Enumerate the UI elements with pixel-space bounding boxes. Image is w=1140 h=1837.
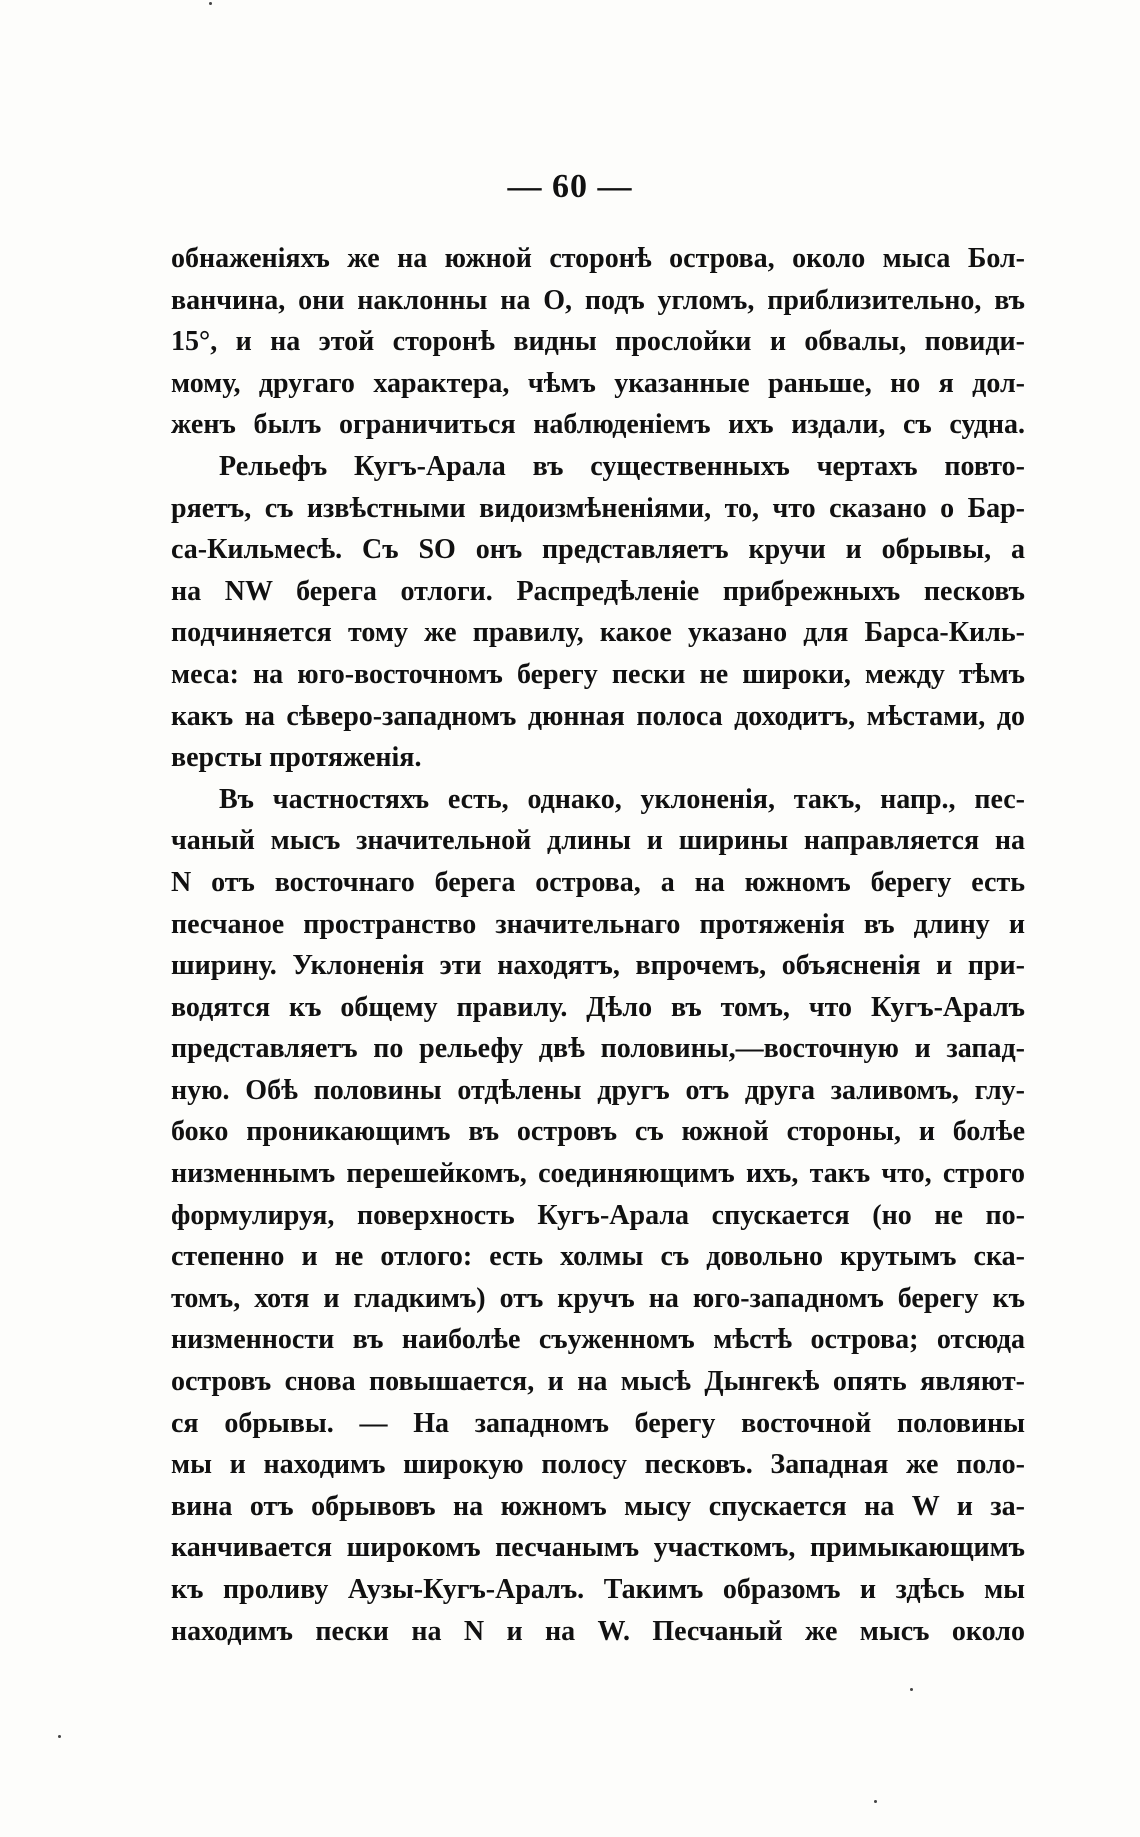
text-line: подчиняется тому же правилу, какое указано для Барса-Киль- [171, 617, 1025, 649]
text-line: песчаное пространство значительнаго протяженія въ длину и [171, 908, 1025, 940]
text-line: 15°, и на этой сторонѣ видны прослойки и обвалы, повиди- [171, 326, 1025, 358]
body-text [171, 238, 1025, 1652]
text-line: степенно и не отлого: есть холмы съ довольно крутымъ ска- [171, 1241, 1025, 1273]
paragraph-start-line: Въ частностяхъ есть, однако, уклоненія, такъ, напр., пес- [219, 783, 1025, 815]
paragraph-start-line: Рельефъ Кугъ-Арала въ существенныхъ чертахъ повто- [219, 450, 1025, 482]
text-line: томъ, хотя и гладкимъ) отъ кручъ на юго-западномъ берегу къ [171, 1282, 1025, 1314]
scan-speck [910, 1688, 913, 1691]
text-line: ширину. Уклоненія эти находятъ, впрочемъ, объясненія и при- [171, 950, 1025, 982]
text-line: къ проливу Аузы-Кугъ-Аралъ. Такимъ образомъ и здѣсь мы [171, 1574, 1025, 1605]
page-number: — 60 — [507, 168, 633, 205]
text-line: ванчина, они наклонны на О, подъ угломъ, приблизительно, въ [171, 284, 1025, 316]
text-line: N отъ восточнаго берега острова, а на южномъ берегу есть [171, 866, 1025, 898]
text-line: са-Кильмесѣ. Съ SO онъ представляетъ кручи и обрывы, а [171, 534, 1025, 566]
text-line: представляетъ по рельефу двѣ половины,—восточную и запад- [171, 1033, 1025, 1065]
text-line: находимъ пески на N и на W. Песчаный же мысъ около [171, 1615, 1025, 1647]
text-line: боко проникающимъ въ островъ съ южной стороны, и болѣе [171, 1116, 1025, 1148]
text-line: какъ на сѣверо-западномъ дюнная полоса доходитъ, мѣстами, до [171, 700, 1025, 732]
text-line: ся обрывы. — На западномъ берегу восточной половины [171, 1407, 1025, 1439]
text-line: ряетъ, съ извѣстными видоизмѣненіями, то, что сказано о Бар- [171, 492, 1025, 524]
scan-speck [58, 1735, 61, 1738]
text-line: мому, другаго характера, чѣмъ указанные раньше, но я дол- [171, 367, 1025, 399]
scan-speck [874, 1800, 877, 1803]
text-line: формулируя, поверхность Кугъ-Арала спускается (но не по- [171, 1199, 1025, 1231]
scan-speck [209, 2, 212, 5]
text-line: вина отъ обрывовъ на южномъ мысу спускается на W и за- [171, 1490, 1025, 1522]
text-line: ную. Обѣ половины отдѣлены другъ отъ друга заливомъ, глу- [171, 1074, 1025, 1106]
text-line: женъ былъ ограничиться наблюденіемъ ихъ издали, съ судна. [171, 409, 1025, 441]
text-line: островъ снова повышается, и на мысѣ Дынгекѣ опять являют- [171, 1366, 1025, 1398]
paragraph-end-line: версты протяженія. [171, 742, 422, 774]
text-line: канчивается широкомъ песчанымъ участкомъ, примыкающимъ [171, 1532, 1025, 1564]
text-line: низменнымъ перешейкомъ, соединяющимъ ихъ, такъ что, строго [171, 1158, 1025, 1190]
text-line: на NW берега отлоги. Распредѣленіе прибрежныхъ песковъ [171, 575, 1025, 607]
text-line: чаный мысъ значительной длины и ширины направляется на [171, 825, 1025, 857]
text-line: мы и находимъ широкую полосу песковъ. Западная же поло- [171, 1449, 1025, 1481]
text-line: водятся къ общему правилу. Дѣло въ томъ, что Кугъ-Аралъ [171, 991, 1025, 1023]
text-line: меса: на юго-восточномъ берегу пески не широки, между тѣмъ [171, 658, 1025, 690]
text-line: низменности въ наиболѣе съуженномъ мѣстѣ острова; отсюда [171, 1324, 1025, 1356]
text-line: обнаженіяхъ же на южной сторонѣ острова, около мыса Бол- [171, 243, 1025, 274]
